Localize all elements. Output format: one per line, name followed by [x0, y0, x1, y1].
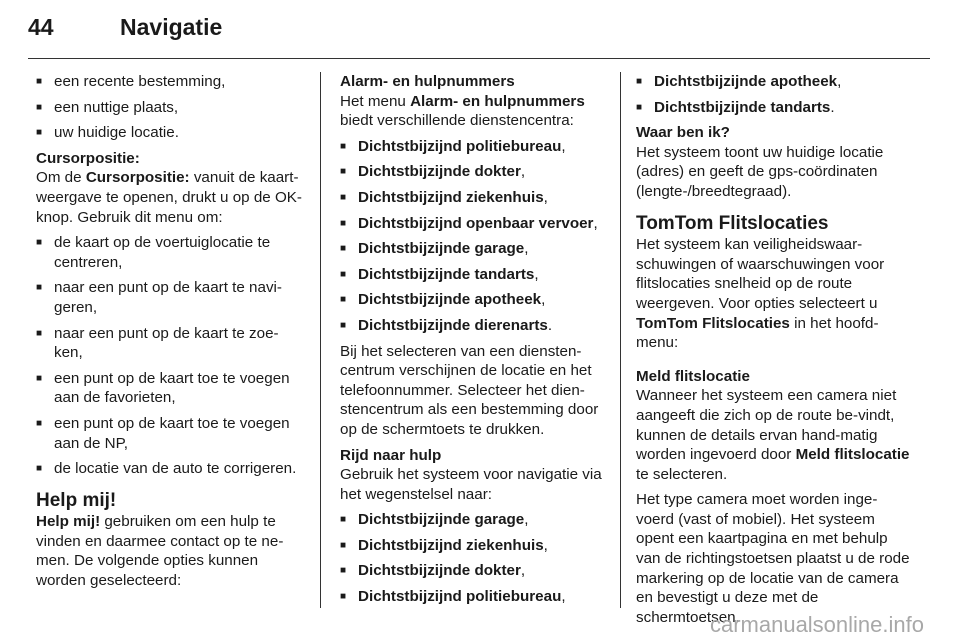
where-heading: Waar ben ik? [636, 124, 730, 142]
list-item: ■ Dichtstbijzijnde tandarts. [636, 98, 910, 118]
list-item: ■ Dichtstbijzijnd ziekenhuis, [340, 188, 610, 208]
list-item: ■ een punt op de kaart toe te voegen aan de favorieten, [36, 369, 306, 408]
alarm-heading: Alarm- en hulpnummers [340, 73, 515, 90]
page-header [28, 14, 222, 41]
help-heading: Help mij! [36, 489, 117, 511]
list-item: ■ Dichtstbijzijnd politiebureau, [340, 587, 610, 607]
drive-list [340, 510, 610, 606]
page-number: 44 [28, 14, 54, 40]
list-item: ■ Dichtstbijzijnde garage, [340, 239, 610, 259]
list-item: ■ Dichtstbijzijnde garage, [340, 510, 610, 530]
list-item: ■ een nuttige plaats, [36, 98, 306, 118]
list-item: ■ Dichtstbijzijnde dokter, [340, 561, 610, 581]
alarm-text: Bij het selecteren van een diensten-centrum verschijnen de locatie en het telefoonnummer. Selecteer het dien-stencentrum als een bestemming door op de schermtoets te drukken. [340, 342, 599, 438]
list-item: ■ Dichtstbijzijnde apotheek, [340, 290, 610, 310]
list-item: ■ Dichtstbijzijnd openbaar vervoer, [340, 214, 610, 234]
list-item: ■ naar een punt op de kaart te navi-geren, [36, 278, 306, 317]
alarm-list [340, 137, 610, 336]
report-text: Wanneer het systeem een camera niet aangeeft die zich op de route be-vindt, kunnen de details ervan hand-matig worden ingevoerd door Meld flitslocatie te selecteren. [636, 387, 910, 483]
drive-list-continued [636, 72, 910, 117]
list-item: ■ Dichtstbijzijnde tandarts, [340, 265, 610, 285]
page-title: Navigatie [120, 14, 223, 40]
column-1 [36, 72, 306, 597]
watermark: carmanualsonline.info [709, 612, 924, 637]
where-text: Het systeem toont uw huidige locatie (adres) en geeft de gps-coördinaten (lengte-/breedtegraad). [636, 143, 884, 200]
drive-heading: Rijd naar hulp [340, 446, 442, 464]
cursor-intro: Om de Cursorpositie: vanuit de kaart-weergave te openen, drukt u op de OK-knop. Gebruik dit menu om: [36, 169, 302, 226]
list-item: ■ Dichtstbijzijnde apotheek, [636, 72, 910, 92]
list-item: ■ uw huidige locatie. [36, 123, 306, 143]
list-item: ■ de locatie van de auto te corrigeren. [36, 459, 306, 479]
list-item: ■ Dichtstbijzijnde dierenarts. [340, 316, 610, 336]
list-item: ■ Dichtstbijzijnde dokter, [340, 162, 610, 182]
help-text: Help mij! gebruiken om een hulp te vinden en daarmee contact op te ne-men. De volgende opties kunnen worden geselecteerd: [36, 513, 284, 590]
column-divider-1 [320, 72, 321, 608]
alarm-intro: Het menu Alarm- en hulpnummers biedt verschillende dienstencentra: [340, 92, 585, 130]
list-item: ■ een punt op de kaart toe te voegen aan de NP, [36, 414, 306, 453]
list-item: ■ Dichtstbijzijnd politiebureau, [340, 137, 610, 157]
tomtom-heading: TomTom Flitslocaties [636, 212, 829, 234]
header-rule [28, 58, 930, 59]
destination-list [36, 72, 306, 143]
list-item: ■ Dichtstbijzijnd ziekenhuis, [340, 536, 610, 556]
list-item: ■ naar een punt op de kaart te zoe-ken, [36, 324, 306, 363]
cursor-heading: Cursorpositie: [36, 149, 140, 167]
column-divider-2 [620, 72, 621, 608]
report-heading: Meld flitslocatie [636, 367, 750, 385]
camera-text: Het type camera moet worden inge-voerd (vast of mobiel). Het systeem opent een kaartpagina en met behulp van de richtingstoetsen plaatst u de rode markering op de locatie van de camera en bevestigt u deze met de schermtoetsen. [636, 491, 910, 626]
list-item: ■ een recente bestemming, [36, 72, 306, 92]
cursor-options-list [36, 233, 306, 479]
tomtom-text: Het systeem kan veiligheidswaar-schuwingen of waarschuwingen voor flitslocaties snelheid op de route weergeven. Voor opties selecteert u TomTom Flitslocaties in het hoofd-menu: [636, 236, 885, 352]
column-2 [340, 72, 610, 613]
list-item: ■ de kaart op de voertuiglocatie te centreren, [36, 233, 306, 272]
drive-text: Gebruik het systeem voor navigatie via het wegenstelsel naar: [340, 466, 602, 503]
column-3 [636, 72, 910, 633]
